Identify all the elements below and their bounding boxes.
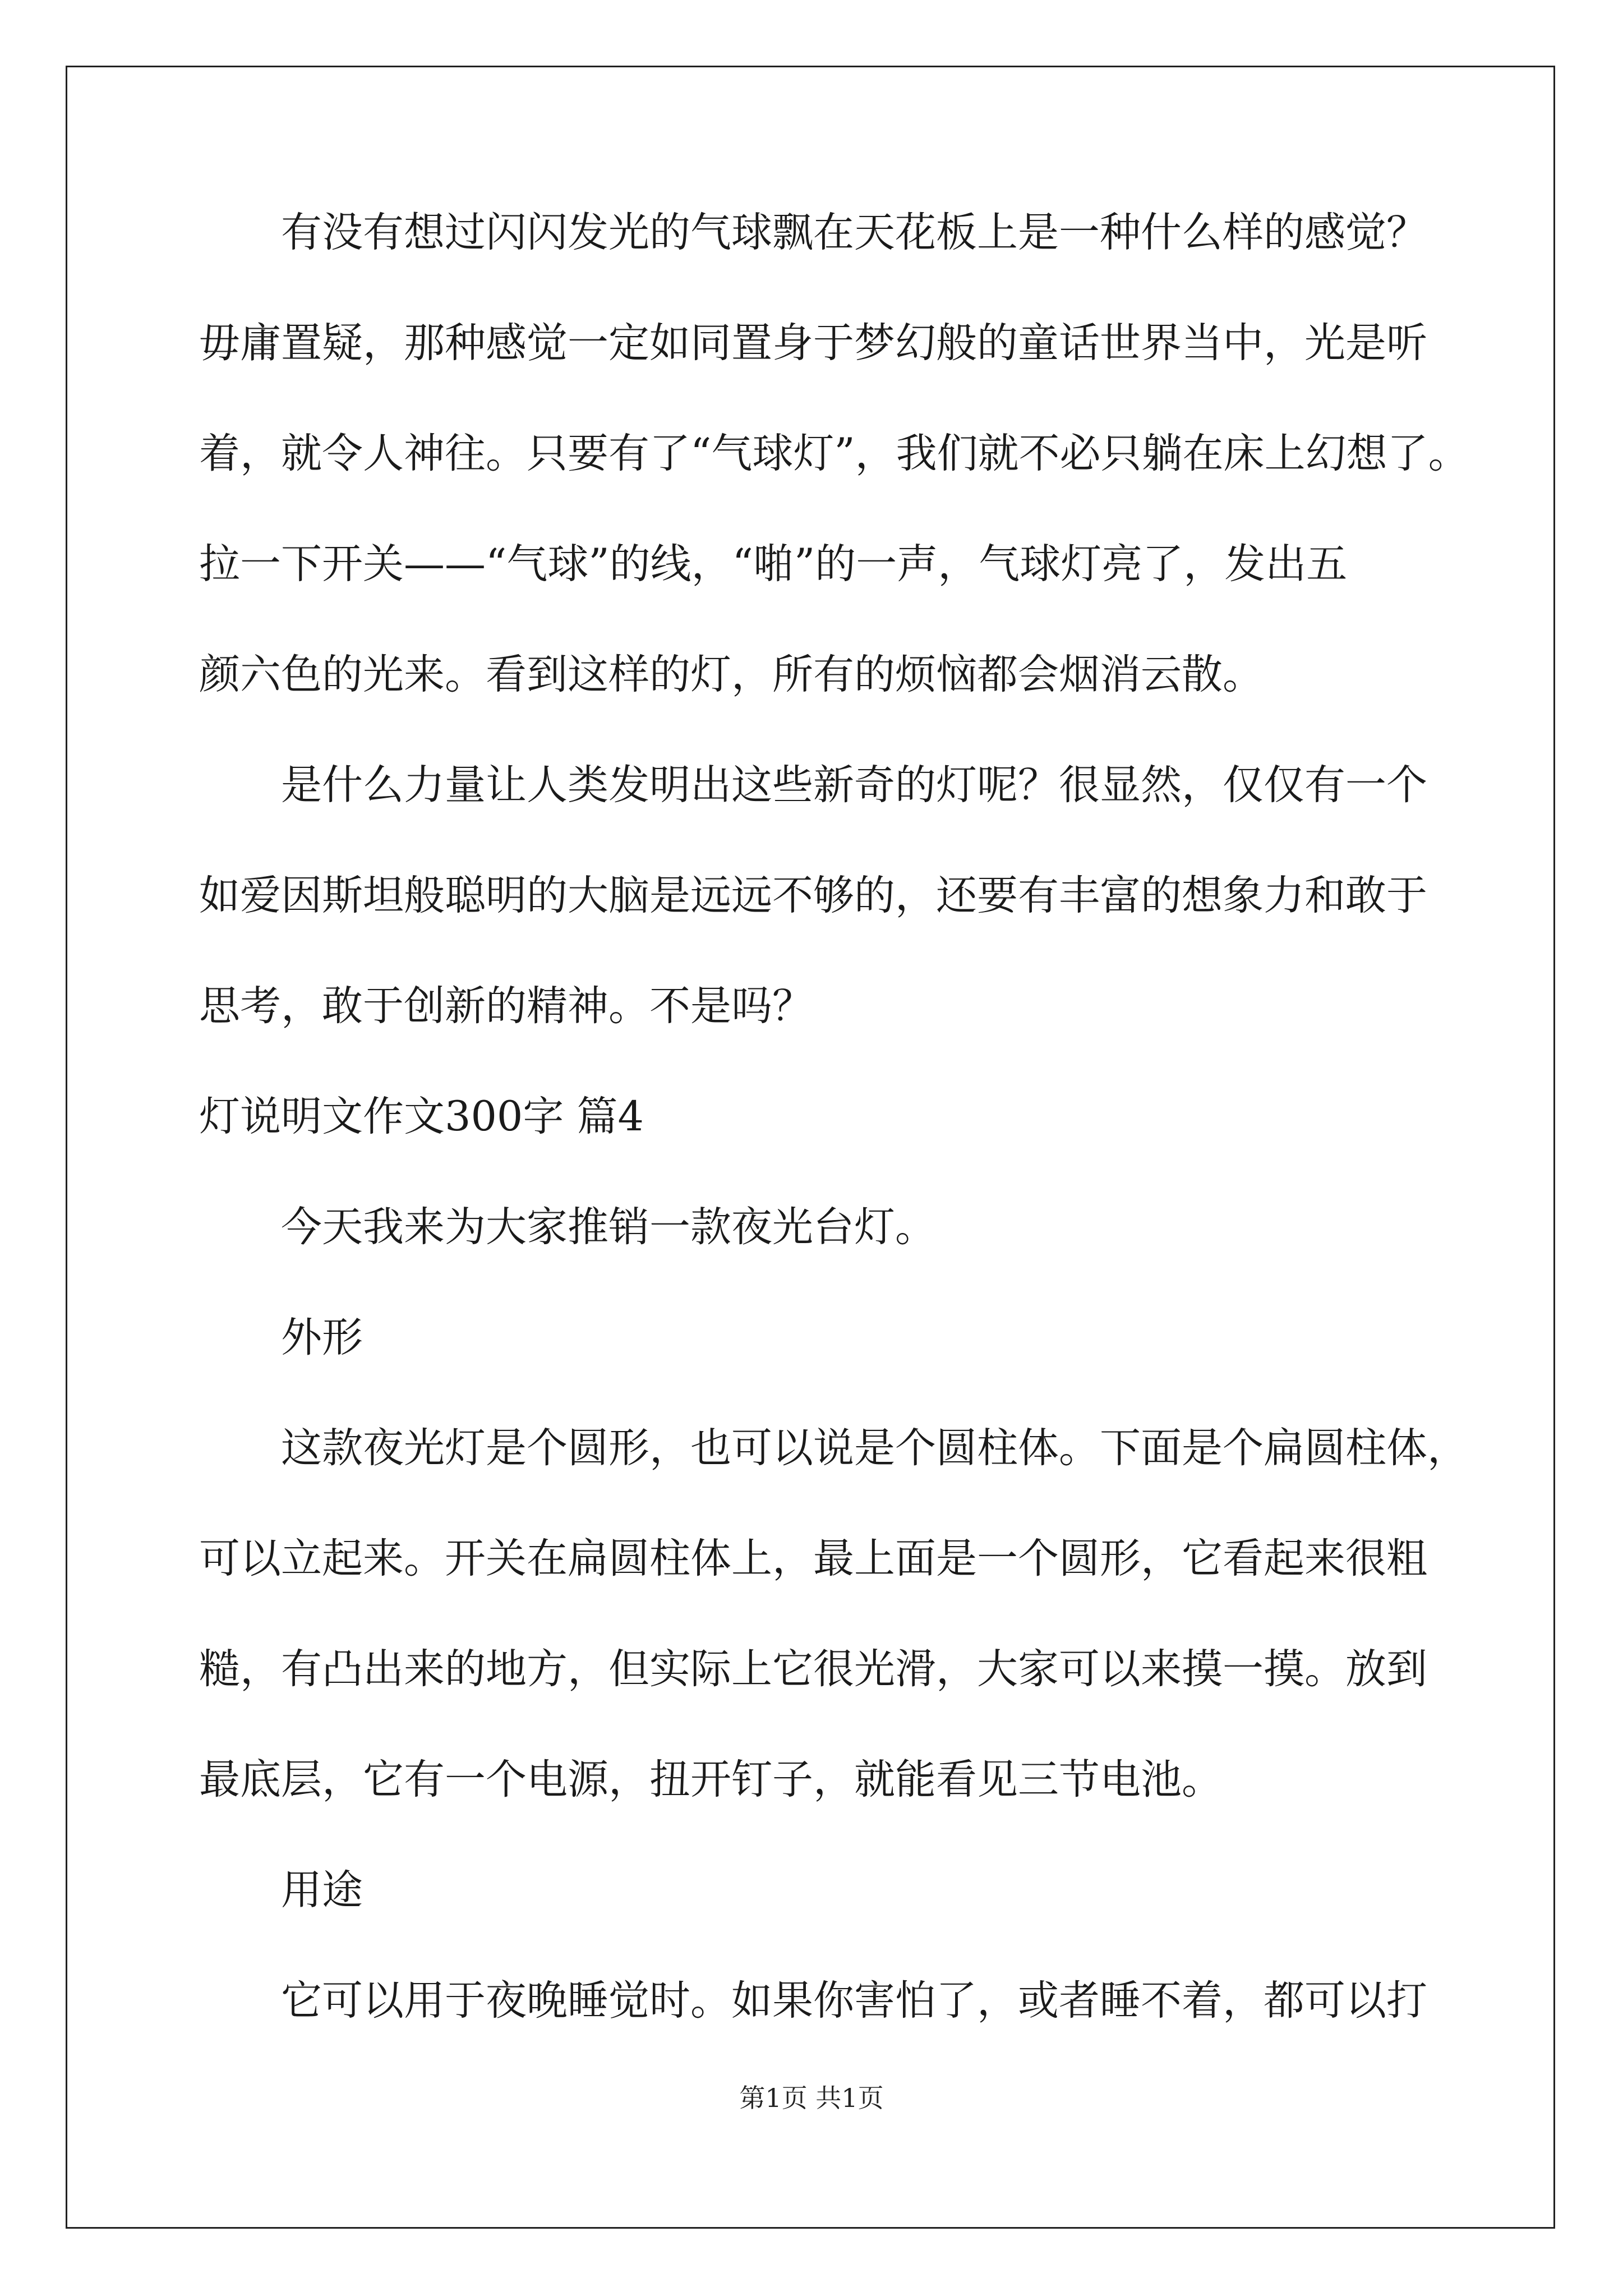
- text-line: 思考，敢于创新的精神。不是吗？: [199, 982, 813, 1030]
- text-line: 它可以用于夜晚睡觉时。如果你害怕了，或者睡不着，都可以打: [281, 1977, 1427, 2024]
- text-line: 有没有想过闪闪发光的气球飘在天花板上是一种什么样的感觉？: [281, 209, 1427, 256]
- page-number-footer: 第1页 共1页: [739, 2083, 884, 2113]
- text-line: 是什么力量让人类发明出这些新奇的灯呢？很显然，仅仅有一个: [281, 761, 1427, 809]
- text-line: 毋庸置疑，那种感觉一定如同置身于梦幻般的童话世界当中，光是听: [199, 319, 1427, 367]
- text-line: 可以立起来。开关在扁圆柱体上，最上面是一个圆形，它看起来很粗: [199, 1535, 1427, 1582]
- text-line: 最底层，它有一个电源，扭开钉子，就能看见三节电池。: [199, 1756, 1223, 1803]
- text-line: 着，就令人神往。只要有了“气球灯”，我们就不必只躺在床上幻想了。: [199, 430, 1469, 477]
- text-line: 这款夜光灯是个圆形，也可以说是个圆柱体。下面是个扁圆柱体，: [281, 1424, 1468, 1472]
- text-line: 今天我来为大家推销一款夜光台灯。: [281, 1203, 936, 1251]
- text-line: 如爱因斯坦般聪明的大脑是远远不够的，还要有丰富的想象力和敢于: [199, 872, 1427, 919]
- text-line: 颜六色的光来。看到这样的灯，所有的烦恼都会烟消云散。: [199, 651, 1264, 698]
- section-heading: 灯说明文作文300字 篇4: [199, 1093, 644, 1140]
- text-line: 糙，有凸出来的地方，但实际上它很光滑，大家可以来摸一摸。放到: [199, 1645, 1427, 1693]
- subheading: 外形: [281, 1314, 363, 1361]
- subheading: 用途: [281, 1866, 363, 1914]
- text-line: 拉一下开关——“气球”的线，“啪”的一声，气球灯亮了，发出五: [199, 540, 1348, 588]
